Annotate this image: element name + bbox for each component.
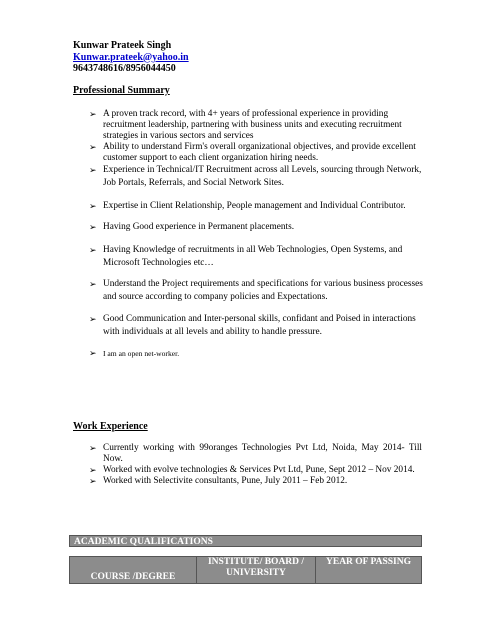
summary-list-5 xyxy=(89,278,424,304)
summary-list-6 xyxy=(89,313,424,339)
summary-item: ➢ Understand the Project requirements and specifications for various business processes and source according to company policies and Expectations. xyxy=(89,279,423,302)
academic-header-row xyxy=(70,557,422,584)
arrow-bullet-icon: ➢ xyxy=(89,465,97,475)
summary-list-4 xyxy=(89,244,424,270)
work-experience-heading: Work Experience xyxy=(73,421,148,432)
candidate-name: Kunwar Prateek Singh xyxy=(73,40,172,51)
arrow-bullet-icon: ➢ xyxy=(89,476,97,486)
summary-item: ➢ Ability to understand Firm's overall organizational objectives, and provide excellent customer support to each client organization hiring needs. xyxy=(89,142,416,163)
contact-header xyxy=(73,40,189,75)
arrow-bullet-icon: ➢ xyxy=(89,201,97,211)
arrow-bullet-icon: ➢ xyxy=(89,279,97,289)
work-item: ➢ Worked with evolve technologies & Services Pvt Ltd, Pune, Sept 2012 – Nov 2014. xyxy=(89,465,415,475)
work-item: ➢ Currently working with 99oranges Technologies Pvt Ltd, Noida, May 2014- Till Now. xyxy=(89,443,422,464)
arrow-bullet-icon: ➢ xyxy=(89,245,97,255)
column-course-degree: COURSE /DEGREE xyxy=(70,557,197,584)
summary-item: ➢ Expertise in Client Relationship, People management and Individual Contributor. xyxy=(89,201,406,211)
arrow-bullet-icon: ➢ xyxy=(89,314,97,324)
summary-item: ➢ Having Knowledge of recruitments in all Web Technologies, Open Systems, and Microsoft Technologies etc… xyxy=(89,245,403,268)
summary-list-2 xyxy=(89,201,424,212)
column-year-of-passing: YEAR OF PASSING xyxy=(316,557,422,584)
arrow-bullet-icon: ➢ xyxy=(89,109,97,119)
phone-number: 9643748616/8956044450 xyxy=(73,63,176,74)
summary-item: ➢ Good Communication and Inter-personal skills, confidant and Poised in interactions with individuals at all levels and ability to handle pressure. xyxy=(89,314,416,337)
work-list xyxy=(89,443,422,487)
summary-list-3 xyxy=(89,222,424,233)
arrow-bullet-icon: ➢ xyxy=(89,443,97,453)
academic-table xyxy=(69,556,422,584)
arrow-bullet-icon: ➢ xyxy=(89,222,97,232)
summary-item: ➢ Experience in Technical/IT Recruitment across all Levels, sourcing through Network, Job Portals, Referrals, and Social Network Sites. xyxy=(89,165,422,188)
arrow-bullet-icon: ➢ xyxy=(89,348,97,358)
professional-summary-heading: Professional Summary xyxy=(73,85,170,96)
summary-list-1 xyxy=(89,109,424,189)
column-institute-board-university: INSTITUTE/ BOARD / UNIVERSITY xyxy=(197,557,316,584)
arrow-bullet-icon: ➢ xyxy=(89,142,97,152)
work-item: ➢ Worked with Selectivite consultants, Pune, July 2011 – Feb 2012. xyxy=(89,476,348,486)
summary-item: ➢ I am an open net-worker. xyxy=(89,348,180,358)
summary-item: ➢ A proven track record, with 4+ years of professional experience in providing recruitment leadership, partnering with business units and executing recruitment strategies in various sectors and services xyxy=(89,109,402,141)
arrow-bullet-icon: ➢ xyxy=(89,165,97,175)
academic-qualifications-heading: ACADEMIC QUALIFICATIONS xyxy=(69,535,422,547)
summary-item: ➢ Having Good experience in Permanent placements. xyxy=(89,222,295,232)
email-link[interactable]: Kunwar.prateek@yahoo.in xyxy=(73,51,189,63)
summary-list-7 xyxy=(89,348,424,360)
